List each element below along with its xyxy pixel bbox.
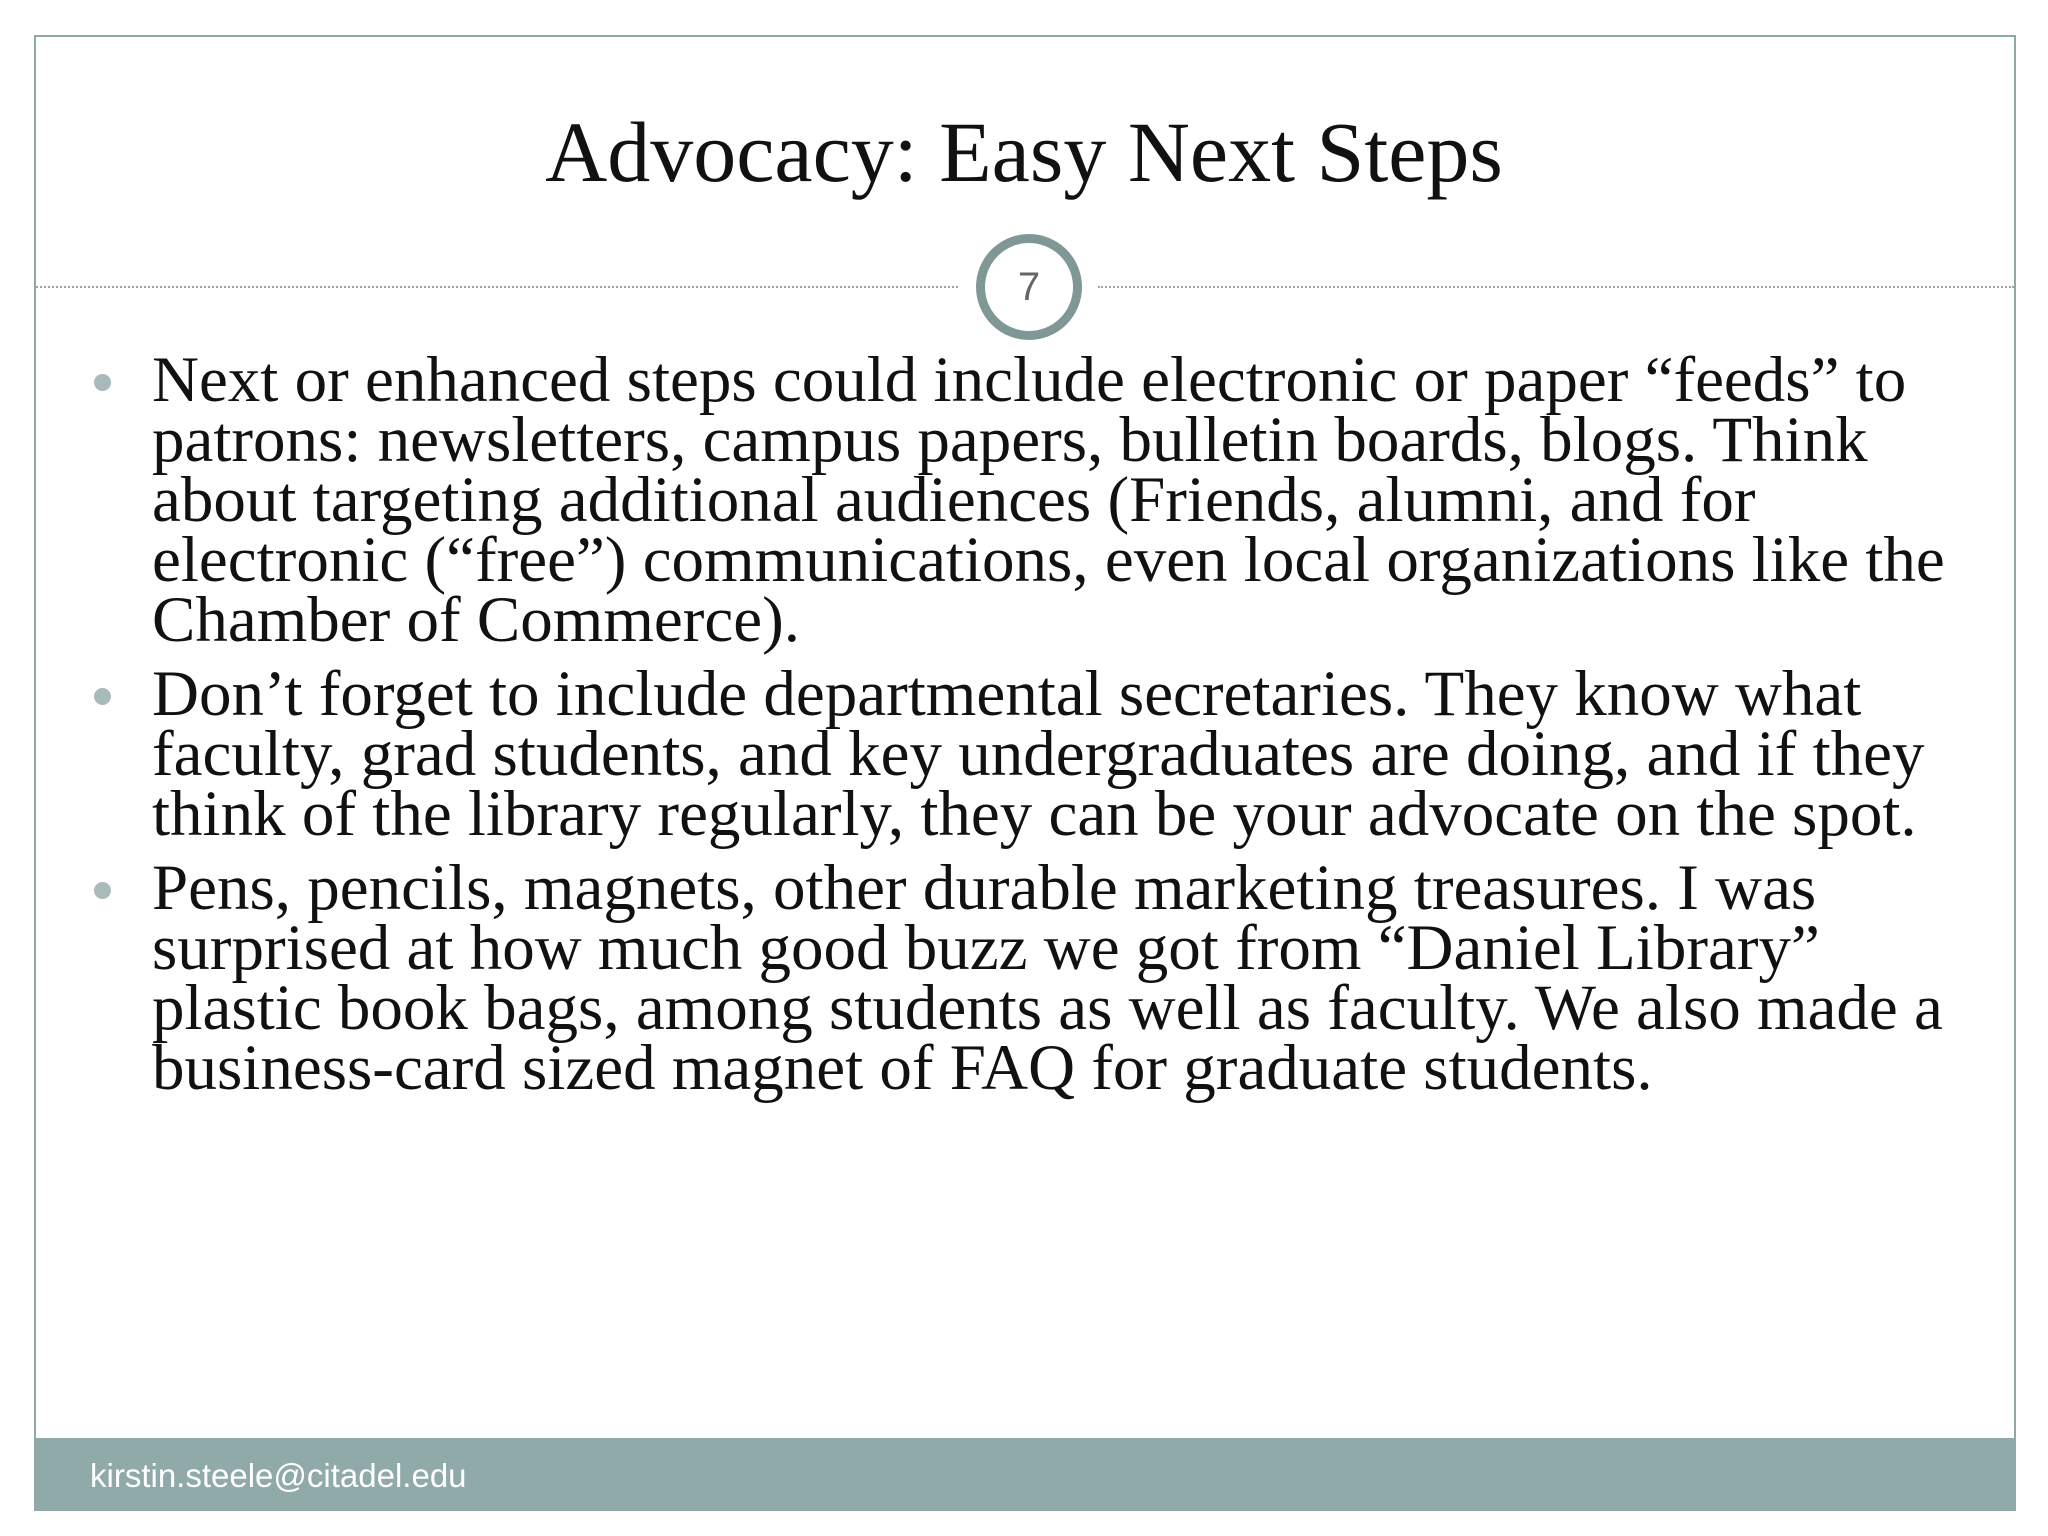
bullet-text: Pens, pencils, magnets, other durable marketing treasures. I was surprised at how much good buzz we got from “Daniel Library” plastic book bags, among students as well as faculty. We also made a business-card sized magnet of FAQ for graduate students. bbox=[152, 852, 1943, 1104]
slide-number-badge: 7 bbox=[976, 234, 1082, 340]
title-divider-right bbox=[1098, 286, 2014, 288]
bullet-text: Don’t forget to include departmental secretaries. They know what faculty, grad students, and key undergraduates are doing, and if they think of the library regularly, they can be your advocate on the spot. bbox=[152, 658, 1925, 850]
bullet-dot-icon bbox=[94, 374, 111, 391]
footer-email: kirstin.steele@citadel.edu bbox=[90, 1457, 467, 1494]
bullet-item bbox=[92, 852, 1992, 1104]
footer-bar bbox=[36, 1438, 2014, 1510]
bullet-dot-icon bbox=[94, 688, 111, 705]
bullet-list bbox=[92, 344, 1992, 1112]
bullet-text: Next or enhanced steps could include electronic or paper “feeds” to patrons: newsletters, campus papers, bulletin boards, blogs. Think about targeting additional audiences (Friends, alumni, and for electronic (“free”) communications, even local organizations like the Chamber of Commerce). bbox=[152, 344, 1945, 656]
slide-title: Advocacy: Easy Next Steps bbox=[545, 104, 1503, 200]
title-divider-left bbox=[36, 286, 958, 288]
bullet-item bbox=[92, 344, 1992, 656]
bullet-dot-icon bbox=[94, 882, 111, 899]
bullet-item bbox=[92, 658, 1992, 850]
